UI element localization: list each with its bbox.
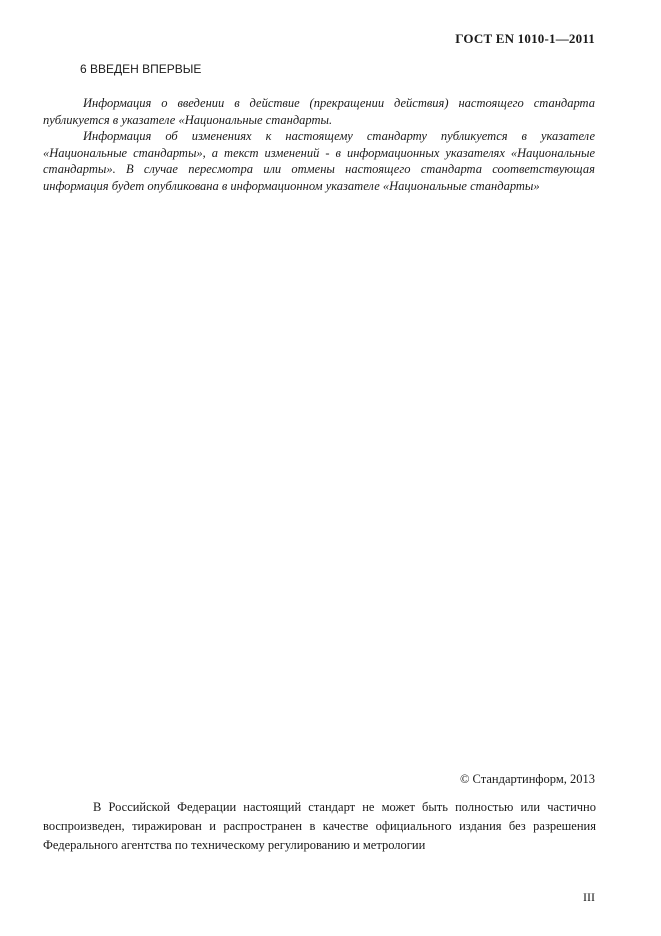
- section-title: 6 ВВЕДЕН ВПЕРВЫЕ: [80, 62, 202, 76]
- info-paragraph-changes: Информация об изменениях к настоящему стандарту публикуется в указателе «Национальные стандарты», а текст изменений - в информационных указателях «Национальные стандарты». В случае пересмотра или отмены настоящего стандарта соответствующая информация будет опубликована в информационном указателе «Национальные стандарты»: [43, 129, 595, 193]
- publication-info-block: [43, 95, 595, 194]
- info-paragraph-introduction: Информация о введении в действие (прекращении действия) настоящего стандарта публикуется в указателе «Национальные стандарты.: [43, 96, 595, 127]
- legal-notice-text: В Российской Федерации настоящий стандарт не может быть полностью или частично воспроизведен, тиражирован и распространен в качестве официального издания без разрешения Федерального агентства по техническому регулированию и метрологии: [43, 800, 596, 852]
- page-number: III: [583, 890, 595, 904]
- document-code-header: ГОСТ EN 1010-1—2011: [455, 31, 595, 46]
- copyright-notice: © Стандартинформ, 2013: [459, 772, 595, 786]
- legal-notice: [43, 798, 596, 855]
